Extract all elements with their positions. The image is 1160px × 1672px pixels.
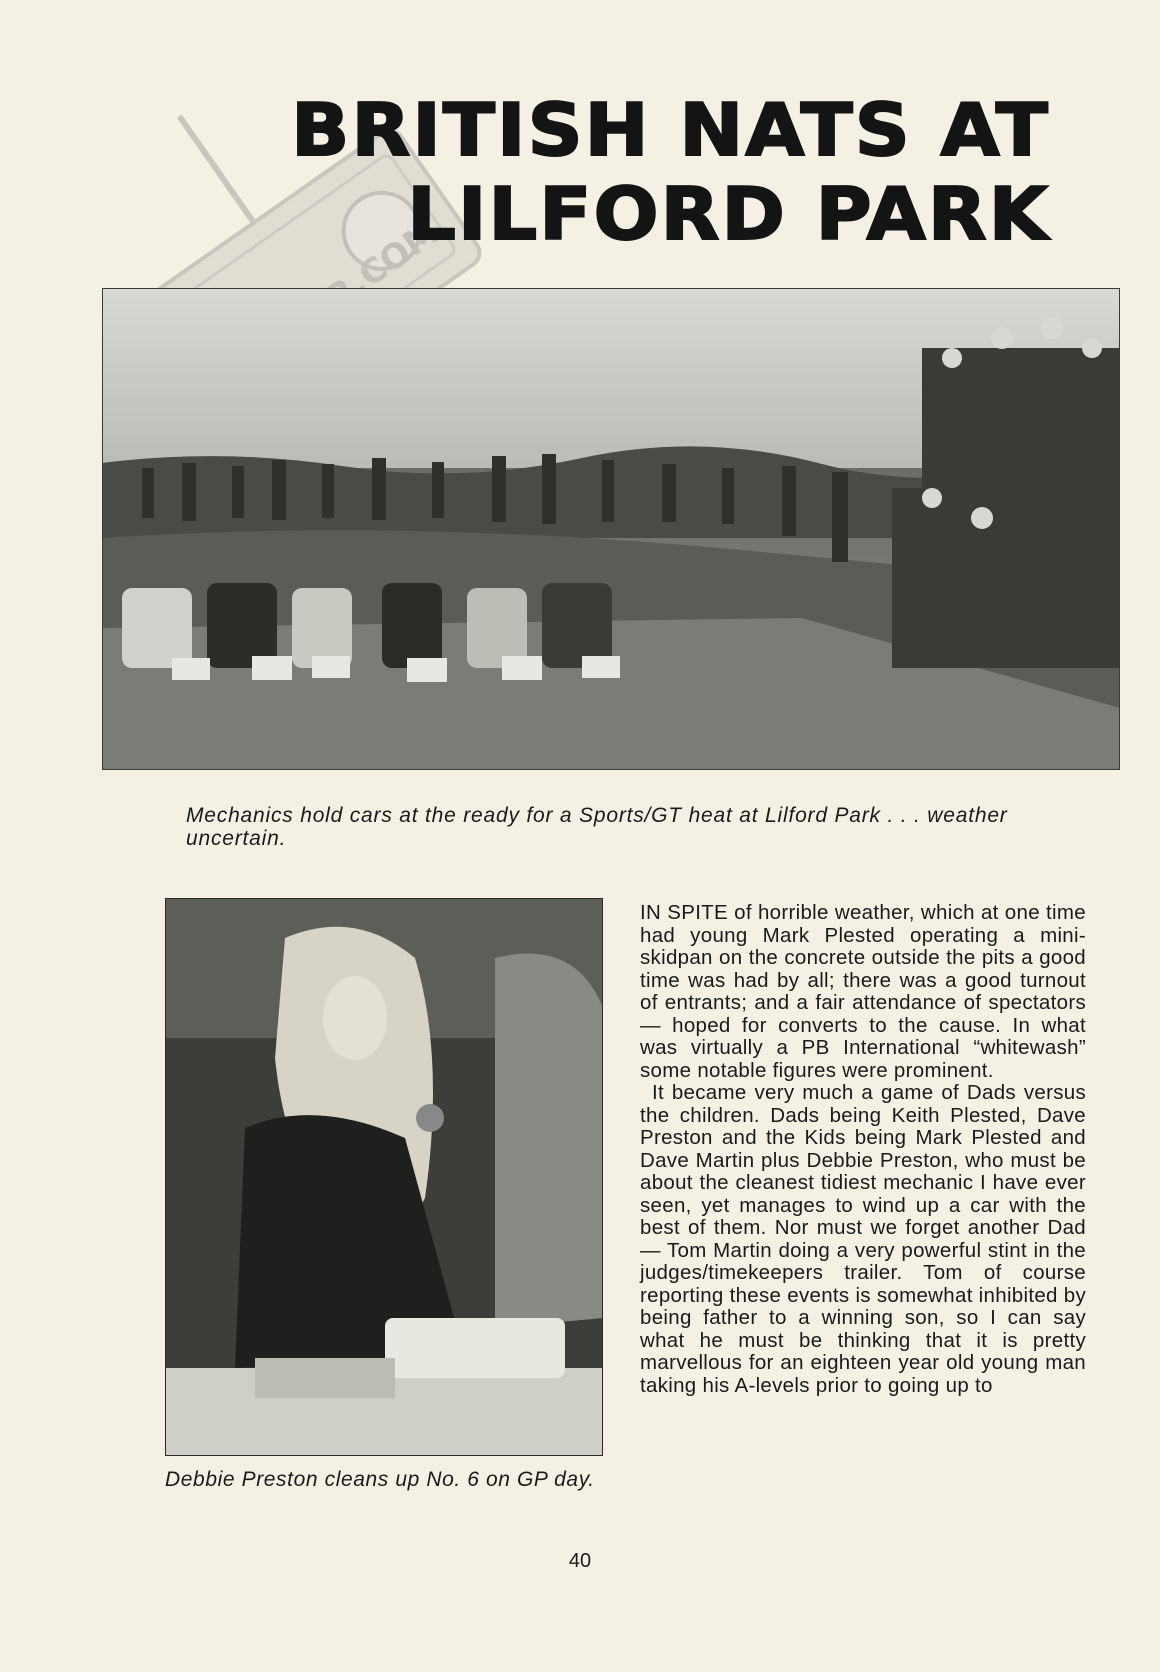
headline-line-2: LILFORD PARK (407, 172, 1050, 256)
main-photo-caption: Mechanics hold cars at the ready for a Sports/GT heat at Lilford Park . . . weather uncertain. (186, 804, 1008, 850)
headline-line-1: BRITISH NATS AT (291, 88, 1050, 172)
page-number: 40 (568, 1550, 592, 1572)
article-paragraph-2: It became very much a game of Dads versus the children. Dads being Keith Plested, Dave Preston and the Kids being Mark Plested and Dave Martin plus Debbie Preston, who must be about the cleanest tidiest mechanic I have ever seen, yet manages to wind up a car with the best of them. Nor must we forget another Dad — Tom Martin doing a very powerful stint in the judges/timekeepers trailer. Tom of course reporting these events is somewhat inhibited by being father to a winning son, so I can say what he must be thinking that it is pretty marvellous for an eighteen year old young man taking his A-levels prior to going up to (640, 1081, 1086, 1397)
small-photo-caption: Debbie Preston cleans up No. 6 on GP day. (165, 1468, 595, 1491)
small-photo (165, 898, 603, 1456)
article-body (640, 902, 1086, 1397)
main-photo (102, 288, 1120, 770)
headline (96, 88, 1050, 256)
article-paragraph-1: IN SPITE of horrible weather, which at one time had young Mark Plested operating a mini-skidpan on the concrete outside the pits a good time was had by all; there was a good turnout of entrants; and a fair attendance of spectators — hoped for converts to the cause. In what was virtually a PB International “whitewash” some notable figures were prominent. (640, 901, 1086, 1082)
